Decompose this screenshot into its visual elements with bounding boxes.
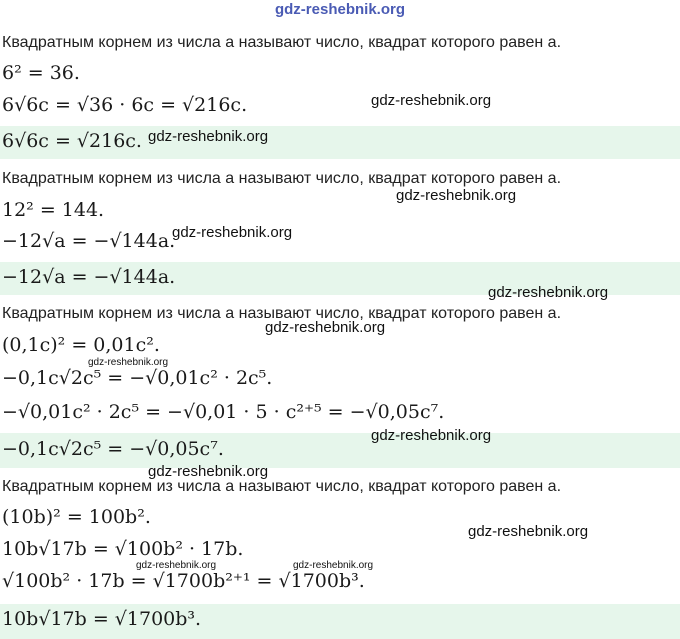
watermark: gdz-reshebnik.org [488, 284, 609, 301]
math-line: 12² = 144. [2, 199, 105, 221]
math-line: (10b)² = 100b². [2, 506, 151, 528]
watermark: gdz-reshebnik.org [371, 92, 492, 109]
math-line: √100b² · 17b = √1700b²⁺¹ = √1700b³. [2, 570, 365, 592]
answer-line: 6√6c = √216c. [0, 126, 680, 159]
definition-text: Квадратным корнем из числа а называют число, квадрат которого равен а. [2, 478, 562, 495]
watermark: gdz-reshebnik.org [136, 560, 217, 571]
watermark: gdz-reshebnik.org [172, 224, 293, 241]
answer-line: −12√a = −√144a. [0, 262, 680, 295]
watermark: gdz-reshebnik.org [148, 128, 269, 145]
watermark: gdz-reshebnik.org [148, 463, 269, 480]
answer-line: 10b√17b = √1700b³. [0, 604, 680, 639]
watermark: gdz-reshebnik.org [468, 523, 589, 540]
watermark: gdz-reshebnik.org [396, 187, 517, 204]
answer-line: −0,1c√2c⁵ = −√0,05c⁷. [0, 433, 680, 468]
math-line: −0,1c√2c⁵ = −√0,01c² · 2c⁵. [2, 367, 273, 389]
math-line: 6√6c = √36 · 6c = √216c. [2, 94, 248, 116]
math-line: (0,1c)² = 0,01c². [2, 334, 160, 356]
math-line: 10b√17b = √100b² · 17b. [2, 538, 244, 560]
definition-text: Квадратным корнем из числа а называют число, квадрат которого равен а. [2, 34, 562, 51]
definition-text: Квадратным корнем из числа а называют число, квадрат которого равен а. [2, 170, 562, 187]
watermark: gdz-reshebnik.org [265, 319, 386, 336]
watermark: gdz-reshebnik.org [88, 357, 169, 368]
math-line: −√0,01c² · 2c⁵ = −√0,01 · 5 · c²⁺⁵ = −√0,05c⁷. [2, 401, 445, 423]
definition-text: Квадратным корнем из числа а называют число, квадрат которого равен а. [2, 305, 562, 322]
math-line: −12√a = −√144a. [2, 230, 176, 252]
math-line: 6² = 36. [2, 62, 80, 84]
top-watermark: gdz-reshebnik.org [274, 1, 405, 18]
watermark: gdz-reshebnik.org [371, 427, 492, 444]
watermark: gdz-reshebnik.org [293, 560, 374, 571]
